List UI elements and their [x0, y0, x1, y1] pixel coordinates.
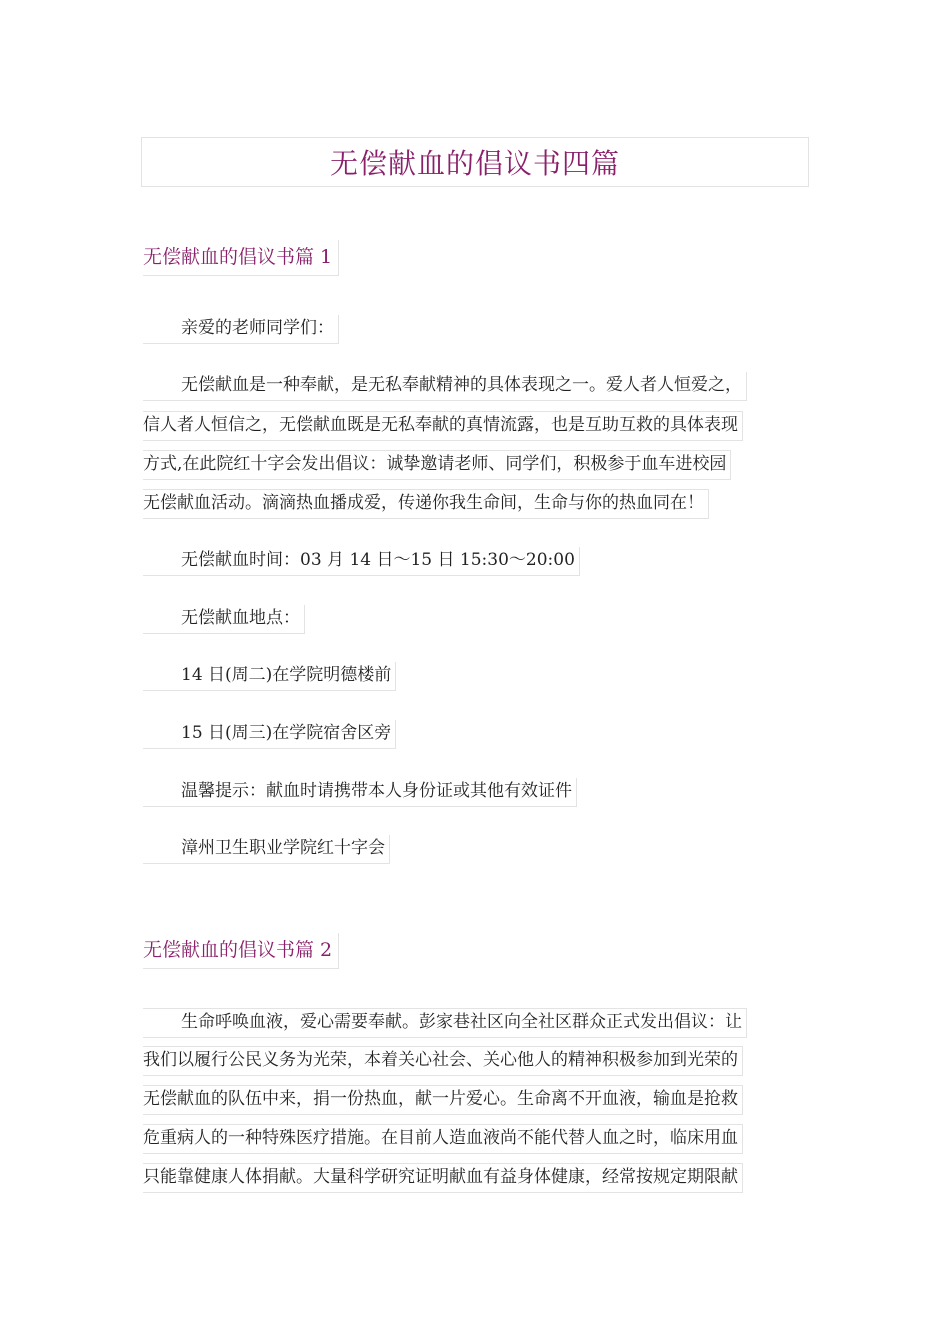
donation-place-1: 14 日(周二)在学院明德楼前 — [143, 662, 396, 691]
paragraph-line: 危重病人的一种特殊医疗措施。在目前人造血液尚不能代替人血之时，临床用血 — [143, 1124, 743, 1154]
greeting: 亲爱的老师同学们： — [143, 315, 339, 344]
donation-place-label: 无偿献血地点： — [143, 605, 305, 634]
paragraph-line: 信人者人恒信之，无偿献血既是无私奉献的真情流露，也是互助互救的具体表现 — [143, 411, 743, 441]
paragraph-line: 方式,在此院红十字会发出倡议：诚挚邀请老师、同学们，积极参于血车进校园 — [143, 450, 731, 480]
donation-place-2: 15 日(周三)在学院宿舍区旁 — [143, 720, 396, 749]
paragraph-line: 生命呼唤血液，爱心需要奉献。彭家巷社区向全社区群众正式发出倡议：让 — [143, 1008, 747, 1038]
document-title: 无偿献血的倡议书四篇 — [329, 147, 620, 180]
section-heading-2: 无偿献血的倡议书篇 2 — [143, 933, 339, 969]
section-heading-1: 无偿献血的倡议书篇 1 — [143, 240, 339, 276]
warm-tip: 温馨提示：献血时请携带本人身份证或其他有效证件 — [143, 778, 577, 807]
organizer: 漳州卫生职业学院红十字会 — [143, 835, 390, 864]
paragraph-line: 只能靠健康人体捐献。大量科学研究证明献血有益身体健康，经常按规定期限献 — [143, 1163, 743, 1193]
document-title-box — [141, 137, 809, 187]
donation-time: 无偿献血时间：03 月 14 日～15 日 15:30～20:00 — [143, 547, 580, 576]
paragraph-line: 无偿献血是一种奉献，是无私奉献精神的具体表现之一。爱人者人恒爱之， — [143, 372, 747, 401]
paragraph-line: 无偿献血的队伍中来，捐一份热血，献一片爱心。生命离不开血液，输血是抢救 — [143, 1085, 743, 1115]
paragraph-line: 我们以履行公民义务为光荣，本着关心社会、关心他人的精神积极参加到光荣的 — [143, 1046, 743, 1076]
paragraph-line: 无偿献血活动。滴滴热血播成爱，传递你我生命间，生命与你的热血同在！ — [143, 489, 709, 519]
